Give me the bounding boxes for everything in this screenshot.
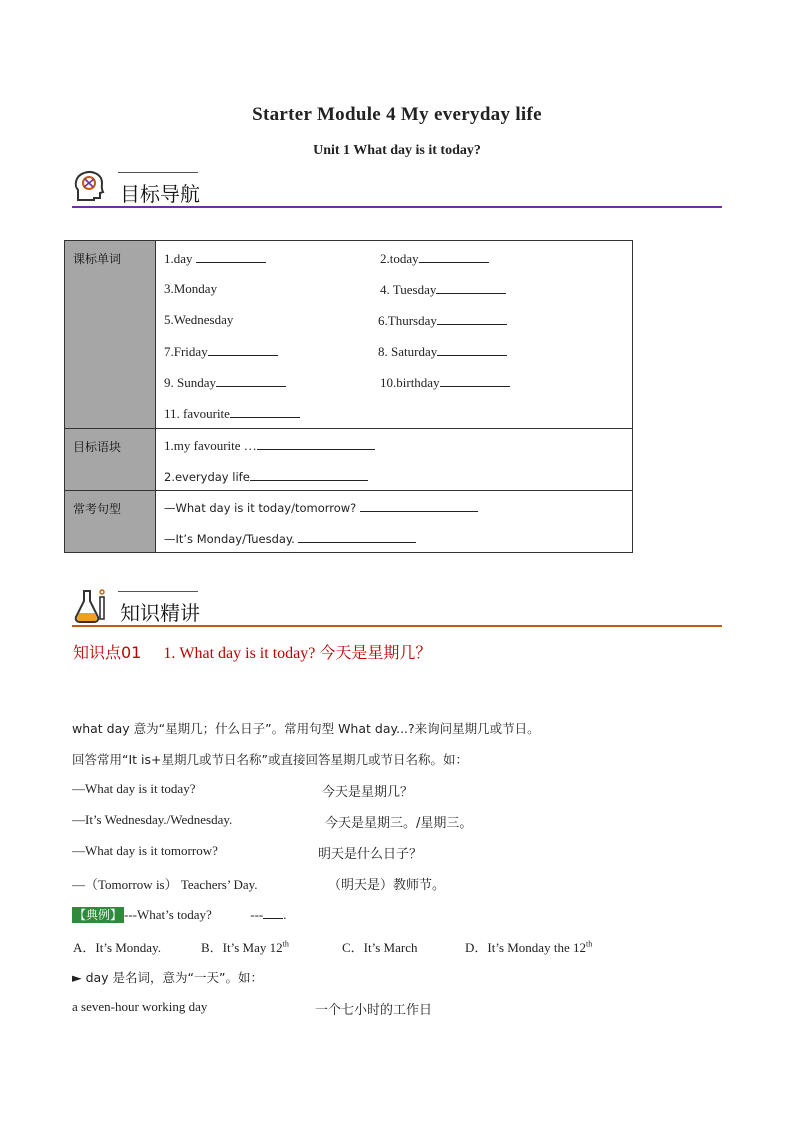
- vocabulary-table: [64, 240, 633, 553]
- word-item: 6.Thursday: [378, 312, 507, 329]
- word-item: 2.today: [380, 250, 489, 267]
- example-english: —What day is it today?: [72, 781, 196, 796]
- option-b-sup: th: [282, 939, 289, 949]
- table-row: [65, 241, 633, 429]
- phrase-item: 2.everyday life: [164, 468, 368, 484]
- row-category: 常考句型: [65, 491, 156, 553]
- row-category: 目标语块: [65, 429, 156, 491]
- header-accent-line: [118, 172, 198, 173]
- option-d-sup: th: [585, 939, 593, 949]
- example-line: [72, 843, 218, 859]
- answer-blank[interactable]: [263, 906, 283, 919]
- phrase-item: 1.my favourite …: [164, 437, 375, 454]
- example-line: [72, 812, 232, 828]
- example-line: [72, 874, 258, 893]
- option-a[interactable]: A．It’s Monday.: [73, 940, 161, 955]
- document-title: Starter Module 4 My everyday life: [252, 104, 542, 125]
- typical-example: [72, 906, 286, 923]
- section-rule: [72, 625, 722, 627]
- document-subtitle: Unit 1 What day is it today?: [313, 143, 481, 158]
- option-d-text: D．It’s Monday the 12: [465, 940, 586, 955]
- header-accent-line: [118, 591, 198, 592]
- example-translation: （明天是）教师节。: [328, 878, 446, 893]
- table-row: [65, 491, 633, 553]
- explanation-line: what day 意为“星期几；什么日子”。常用句型 What day...?来询问星期几或节日。: [72, 721, 540, 736]
- knowledge-point-english: 1. What day is it today?: [163, 645, 316, 662]
- word-item: 4. Tuesday: [380, 281, 506, 298]
- option-b-text: B．It’s May 12: [201, 940, 283, 955]
- example-translation: 今天是星期三。/星期三。: [325, 816, 473, 831]
- section-label: 知识精讲: [120, 601, 200, 625]
- example-english: —What day is it tomorrow?: [72, 843, 218, 858]
- section-rule: [72, 206, 722, 208]
- example-translation: 明天是什么日子？: [318, 847, 423, 862]
- knowledge-point-label: 知识点01: [73, 643, 142, 662]
- word-item: 9. Sunday: [164, 374, 286, 391]
- example-english: —（Tomorrow is） Teachers’ Day.: [72, 877, 258, 892]
- typical-question: ---What’s today?: [124, 907, 212, 922]
- example-english: —It’s Wednesday./Wednesday.: [72, 812, 233, 827]
- phrases-cell: [156, 429, 633, 491]
- typical-end: .: [283, 907, 287, 922]
- flask-icon: [72, 587, 108, 623]
- word-item: 11. favourite: [164, 405, 300, 422]
- typical-example-tag: 【典例】: [74, 908, 123, 922]
- sentence-item: —It’s Monday/Tuesday.: [164, 530, 416, 546]
- example-translation: 今天是星期几？: [322, 785, 414, 800]
- option-d[interactable]: [465, 937, 592, 956]
- word-item: 10.birthday: [380, 374, 510, 391]
- note-example-chinese: 一个七小时的工作日: [315, 1003, 433, 1018]
- note-line: ► day 是名词，意为“一天”。如：: [72, 970, 264, 985]
- option-b[interactable]: [201, 937, 289, 956]
- words-cell: [156, 241, 633, 429]
- word-item: 8. Saturday: [378, 343, 507, 360]
- sentence-item: —What day is it today/tomorrow?: [164, 499, 478, 515]
- table-row: [65, 429, 633, 491]
- option-c[interactable]: C．It’s March: [342, 940, 418, 955]
- word-item: 1.day: [164, 250, 266, 267]
- row-category: 课标单词: [65, 241, 156, 429]
- note-example-english: a seven-hour working day: [72, 999, 208, 1014]
- section-label: 目标导航: [120, 182, 200, 206]
- brain-icon: [72, 168, 108, 204]
- word-item: 7.Friday: [164, 343, 278, 360]
- knowledge-point-chinese: 今天是星期几？: [319, 643, 432, 662]
- section-header-goals: [72, 168, 722, 208]
- example-line: [72, 781, 195, 797]
- typical-answer-prefix: ---: [250, 907, 264, 922]
- knowledge-point-heading: [73, 640, 431, 663]
- word-item: 5.Wednesday: [164, 312, 234, 327]
- explanation-line: 回答常用“It is+星期几或节日名称”或直接回答星期几或节日名称。如：: [72, 752, 468, 767]
- sentences-cell: [156, 491, 633, 553]
- word-item: 3.Monday: [164, 281, 218, 296]
- section-header-knowledge: [72, 587, 722, 627]
